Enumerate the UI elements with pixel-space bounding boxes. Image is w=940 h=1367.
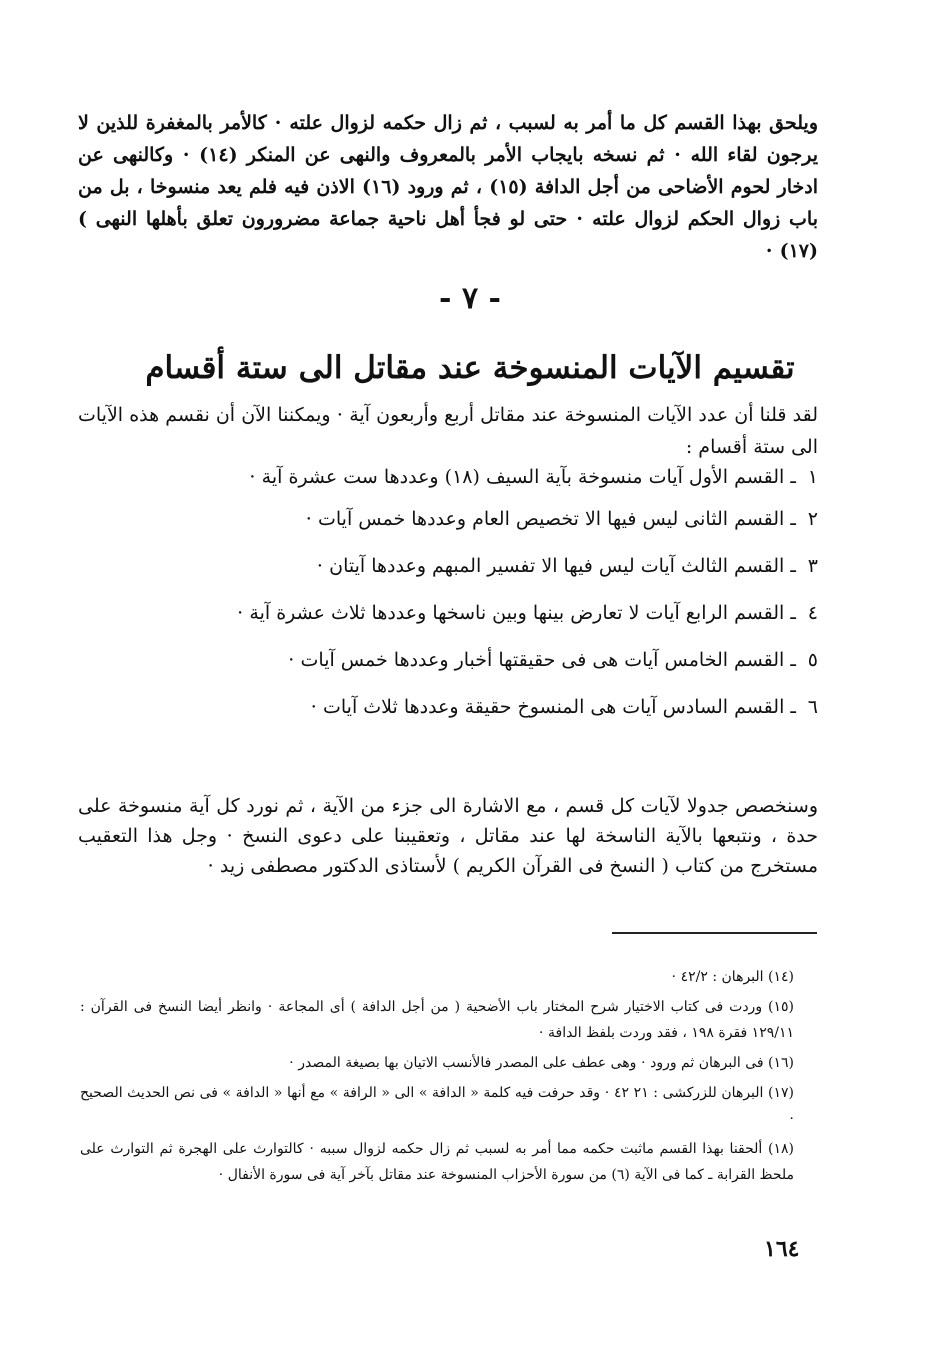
division-number: ٤ — [807, 602, 818, 624]
division-number: ٣ — [807, 555, 818, 577]
division-text: ـ القسم الأول آيات منسوخة بآية السيف (١٨) وعددها ست عشرة آية ⋅ — [249, 466, 796, 488]
division-item — [88, 598, 818, 628]
section-number: - ٧ - — [439, 281, 501, 316]
intro-paragraph: ويلحق بهذا القسم كل ما أمر به لسبب ، ثم زال حكمه لزوال علته ⋅ كالأمر بالمغفرة للذين لا يرجون لقاء الله ⋅ ثم نسخه بايجاب الأمر بالمعروف والنهى عن المنكر (١٤) ⋅ وكالنهى عن ادخار لحوم الأضاحى من أجل الدافة (١٥) ، ثم ورود (١٦) الاذن فيه فلم يعد منسوخا ، بل من باب زوال الحكم لزوال علته ⋅ حتى لو فجأ أهل ناحية جماعة مضرورون تعلق بأهلها النهى ) (١٧) ⋅ — [78, 112, 818, 262]
footnote-divider — [612, 932, 817, 934]
division-number: ٥ — [807, 649, 818, 671]
division-text: ـ القسم الثالث آيات ليس فيها الا تفسير المبهم وعددها آيتان ⋅ — [316, 555, 796, 577]
division-text: ـ القسم السادس آيات هى المنسوخ حقيقة وعددها ثلاث آيات ⋅ — [310, 696, 796, 718]
division-item — [88, 462, 818, 492]
lead-paragraph: لقد قلنا أن عدد الآيات المنسوخة عند مقاتل أربع وأربعون آية ⋅ ويمكننا الآن أن نقسم هذه الآيات الى ستة أقسام : — [78, 404, 818, 458]
footnotes-list — [80, 964, 816, 1192]
division-item — [88, 692, 818, 722]
division-text: ـ القسم الرابع آيات لا تعارض بينها وبين ناسخها وعددها ثلاث عشرة آية ⋅ — [236, 602, 796, 624]
division-text: ـ القسم الخامس آيات هى فى حقيقتها أخبار وعددها خمس آيات ⋅ — [287, 649, 796, 671]
division-number: ١ — [807, 466, 818, 488]
footnote: (١٥) وردت فى كتاب الاختيار شرح المختار باب الأضحية ( من أجل الدافة ) أى المجاعة ⋅ وانظر أيضا النسخ فى القرآن : ١٢٩/١١ فقرة ١٩٨ ، فقد وردت بلفظ الدافة ⋅ — [80, 999, 794, 1041]
page-number: ١٦٤ — [764, 1236, 800, 1262]
footnote: (١٦) فى البرهان ثم ورود ⋅ وهى عطف على المصدر فالأنسب الاتيان بها بصيغة المصدر ⋅ — [289, 1055, 794, 1071]
division-item — [88, 504, 818, 534]
footnote: (١٧) البرهان للزركشى : ٢١ ٤٢ ⋅ وقد حرفت فيه كلمة « الدافة » الى « الرافة » مع أنها « الدافة » فى نص الحديث الصحيح ⋅ — [80, 1085, 794, 1127]
footnote: (١٤) البرهان : ٤٢/٢ ⋅ — [671, 969, 794, 985]
footnote: (١٨) ألحقنا بهذا القسم ماثبت حكمه مما أمر به لسبب ثم زال حكمه لزوال سببه ⋅ كالتوارث على الهجرة ثم التوارث على ملحظ القرابة ـ كما فى الآية (٦) من سورة الأحزاب المنسوخة عند مقاتل بآخر آية فى سورة الأنفال ⋅ — [80, 1141, 794, 1183]
closing-paragraph: وسنخصص جدولا لآيات كل قسم ، مع الاشارة الى جزء من الآية ، ثم نورد كل آية منسوخة على حدة ، ونتبعها بالآية الناسخة لها عند مقاتل ، وتعقيبنا على دعوى النسخ ⋅ وجل هذا التعقيب مستخرج من كتاب ( النسخ فى القرآن الكريم ) لأستاذى الدكتور مصطفى زيد ⋅ — [78, 795, 818, 877]
division-item — [88, 551, 818, 581]
divisions-list — [88, 462, 818, 739]
division-item — [88, 645, 818, 675]
section-title: تقسيم الآيات المنسوخة عند مقاتل الى ستة أقسام — [145, 349, 795, 386]
division-number: ٦ — [807, 696, 818, 718]
division-number: ٢ — [807, 508, 818, 530]
division-text: ـ القسم الثانى ليس فيها الا تخصيص العام وعددها خمس آيات ⋅ — [305, 508, 796, 530]
